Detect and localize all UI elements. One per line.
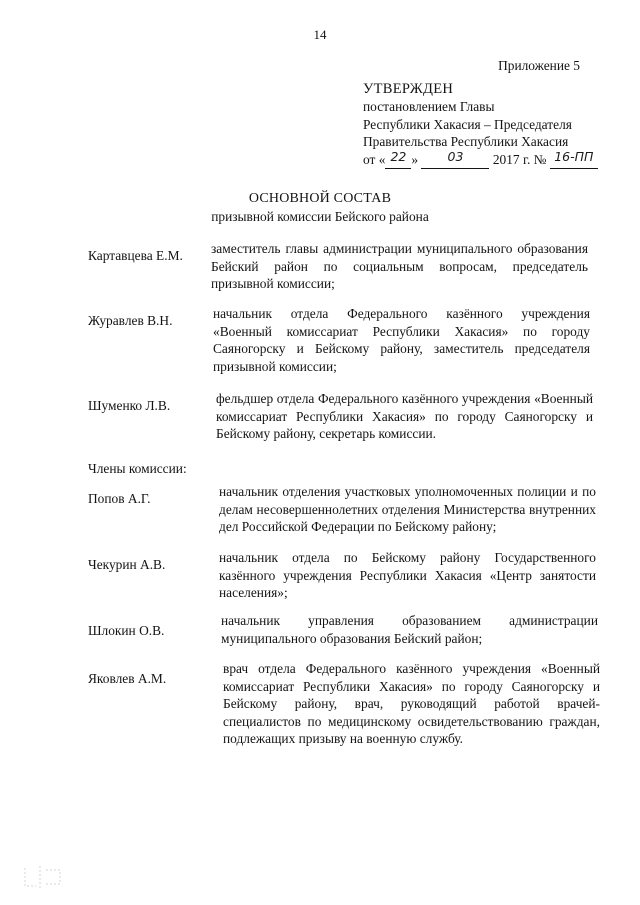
- document-title: [0, 190, 640, 225]
- date-month-field: [421, 148, 489, 170]
- scan-mark-icon: [22, 860, 67, 892]
- approval-block: [363, 80, 623, 169]
- approval-line: Правительства Республики Хакасия: [363, 134, 569, 149]
- title-line-2: призывной комиссии Бейского района: [211, 208, 429, 224]
- date-day: 22: [390, 148, 407, 164]
- member-duty: начальник управления образованием администрации муниципального образования Бейский район;: [221, 613, 598, 646]
- date-day-field: [385, 148, 411, 170]
- members-heading: Члены комиссии:: [88, 461, 187, 476]
- approval-line: Республики Хакасия – Председателя: [363, 116, 572, 132]
- appendix-label: Приложение 5: [498, 58, 580, 73]
- member-name: Чекурин А.В.: [88, 557, 166, 572]
- date-prefix: от «: [363, 151, 386, 167]
- member-name: Журавлев В.Н.: [88, 313, 173, 328]
- date-mid: »: [411, 151, 419, 167]
- member-duty: фельдшер отдела Федерального казённого учреждения «Военный комиссариат Республики Хакасия» по городу Саяногорску и Бейскому району, секретарь комиссии.: [216, 391, 593, 441]
- date-number: 16-ПП: [554, 148, 594, 164]
- member-name: Шлокин О.В.: [88, 623, 165, 638]
- member-name: Шуменко Л.В.: [88, 398, 171, 413]
- member-duty: начальник отдела Федерального казённого учреждения «Военный комиссариат Республики Хакасия» по городу Саяногорску и Бейскому району, заместитель председателя призывной комиссии;: [213, 306, 590, 374]
- member-duty: врач отдела Федерального казённого учреждения «Военный комиссариат Республики Хакасия» по городу Саяногорску и Бейскому району, врач, руководящий работой врачей-специалистов по медицинскому освидетельствованию граждан, подлежащих призыву на военную службу.: [223, 661, 600, 746]
- member-name: Яковлев А.М.: [88, 671, 167, 686]
- member-duty: начальник отдела по Бейскому району Государственного казённого учреждения Республики Хакасия «Центр занятости населения»;: [219, 550, 596, 600]
- date-year: 2017 г. №: [492, 151, 547, 167]
- member-name: Картавцева Е.М.: [88, 248, 183, 263]
- date-number-field: [550, 148, 598, 170]
- member-duty: начальник отделения участковых уполномоченных полиции и по делам несовершеннолетних отделения Министерства внутренних дел Российской Федерации по Бейскому району;: [219, 484, 596, 534]
- date-month: 03: [447, 148, 464, 164]
- approval-line: постановлением Главы: [363, 99, 495, 114]
- member-name: Попов А.Г.: [88, 491, 151, 506]
- member-duty: заместитель главы администрации муниципального образования Бейский район по социальным вопросам, председатель призывной комиссии;: [211, 241, 588, 291]
- approval-date-line: [363, 148, 623, 170]
- title-line-1: ОСНОВНОЙ СОСТАВ: [248, 191, 392, 206]
- approval-heading: УТВЕРЖДЕН: [363, 81, 454, 97]
- page-number: 14: [313, 27, 327, 42]
